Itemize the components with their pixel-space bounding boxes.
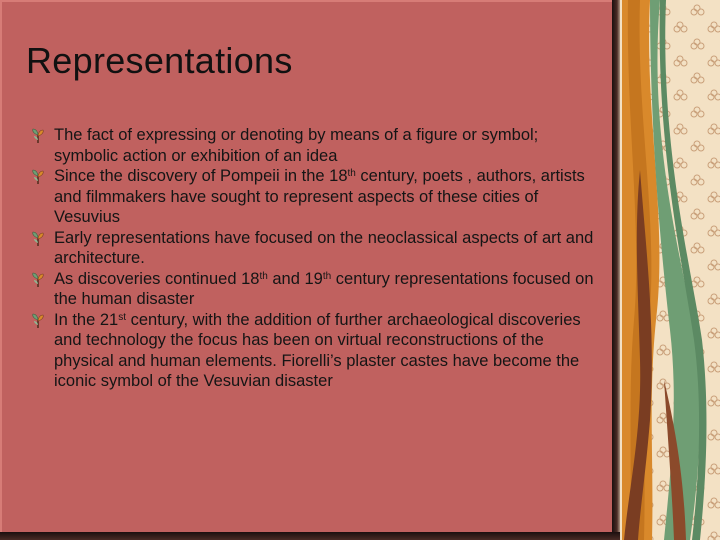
ordinal-suffix: st <box>118 311 127 323</box>
sprout-bullet-icon <box>32 272 44 287</box>
bullet-item <box>32 269 602 310</box>
ordinal-suffix: th <box>259 270 268 282</box>
sprout-bullet-icon <box>32 128 44 143</box>
bullet-list <box>32 125 602 392</box>
ordinal-suffix: th <box>322 270 332 282</box>
bullet-item <box>32 125 602 166</box>
decorative-side-panel <box>620 0 720 540</box>
frame-shadow-bottom <box>0 532 622 540</box>
bullet-text: century representations focused on the human disaster <box>54 269 594 308</box>
bullet-item <box>32 310 602 392</box>
bullet-text: In the 21 <box>54 310 119 329</box>
sprout-bullet-icon <box>32 169 44 184</box>
bullet-text: Since the discovery of Pompeii in the 18 <box>54 167 348 185</box>
bullet-text: century, with the addition of further archaeological discoveries and technology the focus has been on virtual reconstructions of the physical and human elements. Fiorelli’s plaster castes have become the iconic symbol of the Vesuvian disaster <box>54 310 581 390</box>
bullet-item <box>32 166 602 228</box>
ordinal-suffix: th <box>347 168 356 179</box>
sprout-bullet-icon <box>32 231 44 246</box>
sprout-bullet-icon <box>32 313 44 328</box>
bullet-text: As discoveries continued 18 <box>54 269 260 288</box>
bullet-text: The fact of expressing or denoting by means of a figure or symbol; symbolic action or exhibition of an idea <box>54 126 539 165</box>
bullet-text: Early representations have focused on the neoclassical aspects of art and architecture. <box>54 228 594 267</box>
bullet-text: century, poets , authors, artists and filmmakers have sought to represent aspects of these cities of Vesuvius <box>54 167 585 226</box>
bullet-text: and 19 <box>267 269 323 288</box>
bullet-item <box>32 228 602 269</box>
slide-title: Representations <box>26 40 293 81</box>
